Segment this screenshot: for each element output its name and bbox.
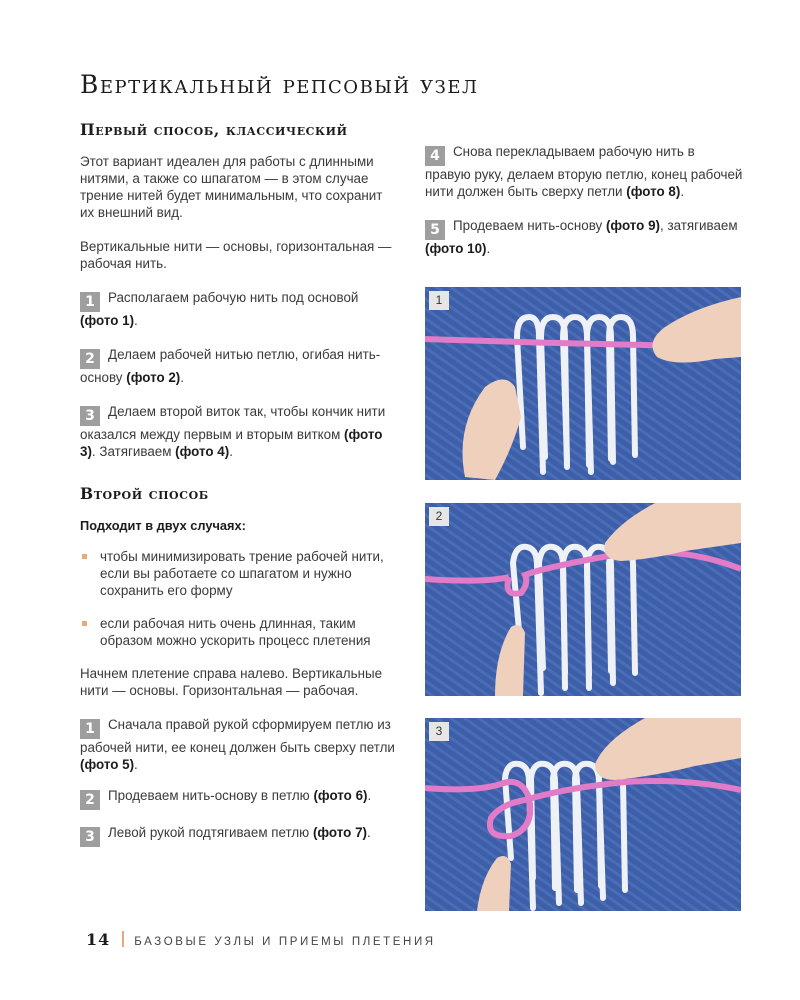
step-tail: . <box>134 757 138 772</box>
photo-2 <box>425 503 741 696</box>
page-footer <box>86 930 436 950</box>
step-number-badge: 5 <box>425 220 445 240</box>
step-tail: . <box>680 184 685 199</box>
photo-number: 3 <box>429 722 449 741</box>
left-column <box>80 120 398 847</box>
photo-3 <box>425 718 741 911</box>
photo-ref: (фото 7) <box>312 825 367 840</box>
step-text: Делаем второй виток так, чтобы кончик нити оказался между первым и вторым витком <box>80 404 386 442</box>
step-text: Левой рукой подтягиваем петлю <box>108 825 310 840</box>
step-1-1 <box>80 289 398 329</box>
step-1-4 <box>425 143 743 200</box>
step-mid: , затягиваем <box>660 218 738 233</box>
step-tail: . <box>367 788 372 803</box>
bullet-text: если рабочая нить очень длинная, таким образом можно ускорить процесс плетения <box>100 616 371 648</box>
step-text: Продеваем нить-основу в петлю <box>108 788 310 803</box>
step-tail: . <box>180 370 185 385</box>
list-item <box>80 548 398 599</box>
photo-number: 2 <box>429 507 449 526</box>
step-text: Продеваем нить-основу <box>453 218 603 233</box>
section2-lead: Подходит в двух случаях: <box>80 518 246 533</box>
step-text: Сначала правой рукой сформируем петлю из рабочей нити, ее конец должен быть сверху петли <box>80 717 395 755</box>
step-1-3 <box>80 403 398 460</box>
photo-number: 1 <box>429 291 449 310</box>
macrame-photo-2-image <box>425 503 741 696</box>
photo-1 <box>425 287 741 480</box>
right-column <box>425 143 743 257</box>
step-2-3 <box>80 824 398 847</box>
photo-ref: (фото 10) <box>425 241 487 256</box>
photo-ref: (фото 6) <box>313 788 368 803</box>
photo-ref: (фото 8) <box>626 184 681 199</box>
step-tail: . <box>486 241 491 256</box>
step-number-badge: 4 <box>425 146 445 166</box>
macrame-photo-1-image <box>425 287 741 480</box>
step-tail: . <box>366 825 371 840</box>
section1-intro: Этот вариант идеален для работы с длинными нитями, а также со шпагатом — в этом случае трение нитей будет минимальным, что сохранит их внешний вид. <box>80 154 383 220</box>
page-title: Вертикальный репсовый узел <box>80 70 479 99</box>
step-number-badge: 2 <box>80 349 100 369</box>
photo-ref: (фото 4) <box>175 444 230 459</box>
photo-ref: (фото 9) <box>605 218 660 233</box>
section-heading-first-method: Первый способ, классический <box>80 120 348 139</box>
step-1-2 <box>80 346 398 386</box>
step-number-badge: 3 <box>80 827 100 847</box>
photo-ref: (фото 2) <box>126 370 181 385</box>
step-2-1 <box>80 716 398 773</box>
step-2-2 <box>80 787 398 810</box>
step-1-5 <box>425 217 743 257</box>
step-number-badge: 3 <box>80 406 100 426</box>
step-number-badge: 1 <box>80 292 100 312</box>
step-text: Снова перекладываем рабочую нить в правую руку, делаем вторую петлю, конец рабочей нити должен быть сверху петли <box>425 144 743 199</box>
step-number-badge: 1 <box>80 719 100 739</box>
step-mid: . Затягиваем <box>91 444 172 459</box>
step-text: Располагаем рабочую нить под основой <box>108 290 359 305</box>
section1-definition: Вертикальные нити — основы, горизонтальная — рабочая нить. <box>80 239 392 271</box>
step-text: Делаем рабочей нитью петлю, огибая нить-основу <box>80 347 381 385</box>
photo-ref: (фото 1) <box>80 313 135 328</box>
bullet-list <box>80 548 398 649</box>
bullet-text: чтобы минимизировать трение рабочей нити, если вы работаете со шпагатом и нужно сохранить его форму <box>100 549 384 598</box>
list-item <box>80 615 398 649</box>
section-heading-second-method: Второй способ <box>80 484 209 503</box>
footer-divider <box>122 931 124 947</box>
running-title: БАЗОВЫЕ УЗЛЫ И ПРИЕМЫ ПЛЕТЕНИЯ <box>134 936 436 948</box>
photo-ref: (фото 3) <box>80 427 383 459</box>
section2-intro: Начнем плетение справа налево. Вертикальные нити — основы. Горизонтальная — рабочая. <box>80 666 383 698</box>
photo-ref: (фото 5) <box>80 757 135 772</box>
step-tail: . <box>134 313 138 328</box>
page-number: 14 <box>86 930 111 949</box>
macrame-photo-3-image <box>425 718 741 911</box>
step-tail: . <box>229 444 233 459</box>
step-number-badge: 2 <box>80 790 100 810</box>
